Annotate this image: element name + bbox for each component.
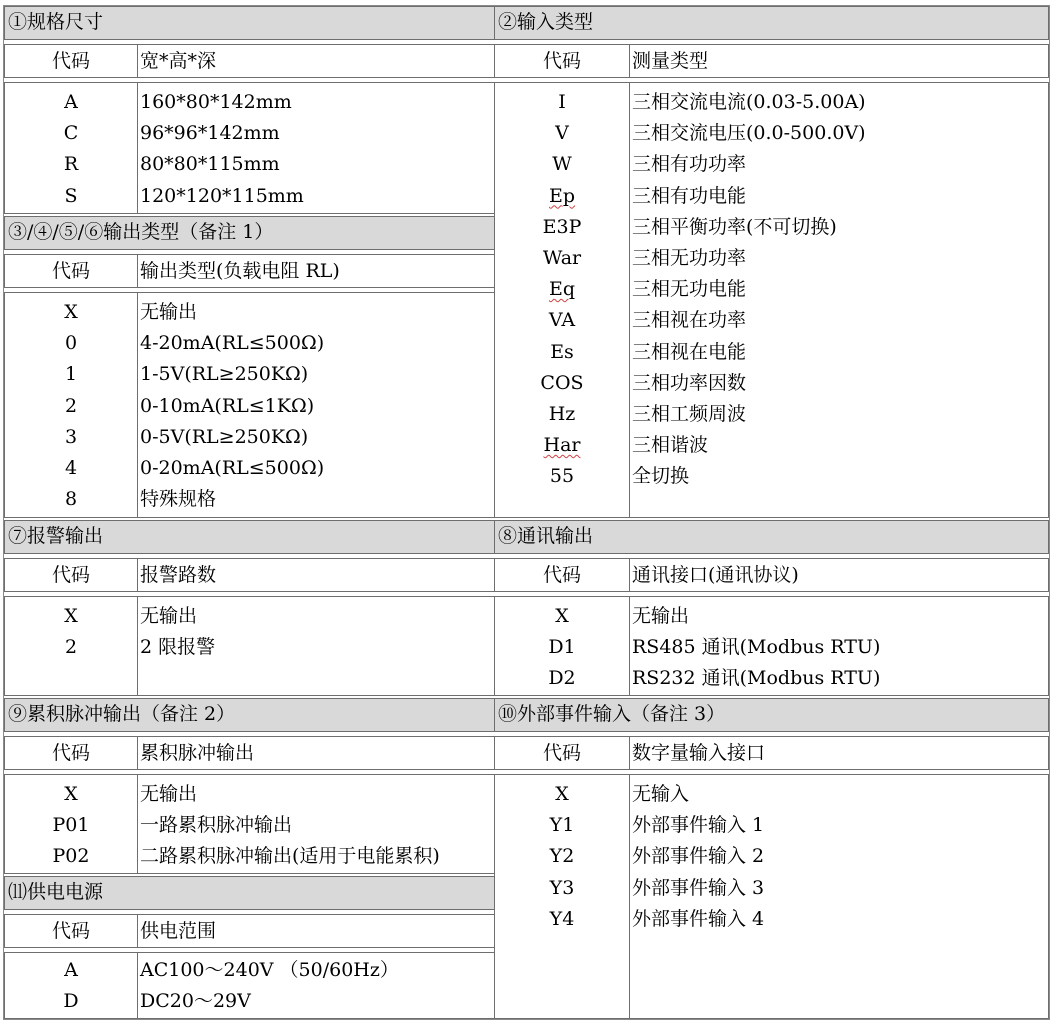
- table-row: [495, 212, 1048, 243]
- row-description: 120*120*115mm: [140, 184, 304, 207]
- row-code: I: [558, 91, 566, 113]
- row-description: AC100～240V （50/60Hz）: [140, 959, 399, 981]
- table-row: [495, 337, 1048, 368]
- section-body: [4, 292, 495, 518]
- row-code: S: [64, 184, 78, 207]
- row-description: 三相视在功率: [632, 309, 747, 332]
- code-header: 代码: [495, 559, 630, 591]
- table-row: [5, 779, 494, 810]
- row-description: 80*80*115mm: [140, 153, 280, 176]
- row-code: P01: [52, 814, 90, 837]
- row-description: 4-20mA(RL≤500Ω): [140, 332, 325, 355]
- table-row: [495, 87, 1048, 118]
- section-body: [4, 596, 495, 696]
- row-code: Y2: [549, 845, 575, 868]
- row-description: 无输入: [632, 783, 690, 805]
- table-row: [495, 243, 1048, 274]
- row-description: 2 限报警: [140, 636, 216, 659]
- section-title: ①规格尺寸: [4, 6, 495, 40]
- row-code: R: [63, 153, 79, 176]
- row-description: 外部事件输入 3: [632, 876, 765, 899]
- row-code: COS: [540, 371, 584, 394]
- desc-header: 输出类型(负载电阻 RL): [140, 260, 340, 282]
- row-description: 三相无功功率: [632, 247, 747, 269]
- row-code: 2: [64, 394, 78, 417]
- desc-header: 数字量输入接口: [632, 742, 766, 764]
- table-row: [495, 873, 1048, 904]
- desc-header: 累积脉冲输出: [140, 742, 255, 764]
- row-description: RS232 通讯(Modbus RTU): [632, 667, 881, 690]
- table-row: [495, 779, 1048, 810]
- row-code: A: [64, 91, 78, 113]
- row-code: Eq: [548, 278, 576, 301]
- table-row: [495, 118, 1048, 149]
- row-description: 三相有功电能: [632, 184, 747, 207]
- section-title: ⑾供电电源: [4, 876, 495, 910]
- row-description: 三相交流电压(0.0-500.0V): [632, 122, 866, 145]
- section-body: [4, 82, 495, 214]
- section-title: ③/④/⑤/⑥输出类型（备注 1）: [4, 216, 495, 250]
- row-description: 三相视在电能: [632, 340, 747, 363]
- row-description: 1-5V(RL≥250KΩ): [140, 363, 309, 386]
- table-row: [495, 305, 1048, 336]
- row-description: 无输出: [140, 605, 198, 627]
- row-description: 无输出: [632, 605, 690, 627]
- table-row: [5, 391, 494, 422]
- section-title: ⑧通讯输出: [494, 520, 1049, 554]
- row-description: 三相平衡功率(不可切换): [632, 215, 837, 238]
- code-header: 代码: [5, 737, 138, 769]
- column-header-row: [4, 736, 495, 770]
- desc-header: 测量类型: [632, 50, 709, 72]
- row-code: 3: [64, 425, 78, 448]
- section-body: [4, 952, 495, 1019]
- row-description: 0-10mA(RL≤1KΩ): [140, 394, 315, 417]
- row-description: 二路累积脉冲输出(适用于电能累积): [140, 845, 440, 868]
- table-row: [495, 632, 1048, 663]
- column-header-row: [4, 254, 495, 288]
- row-description: RS485 通讯(Modbus RTU): [632, 636, 881, 659]
- row-description: 三相工频周波: [632, 403, 747, 425]
- code-header: 代码: [5, 559, 138, 591]
- row-description: 特殊规格: [140, 488, 217, 511]
- section-title: ⑩外部事件输入（备注 3）: [494, 698, 1049, 732]
- row-description: 0-20mA(RL≤500Ω): [140, 457, 325, 479]
- row-description: DC20～29V: [140, 990, 251, 1013]
- row-description: 一路累积脉冲输出: [140, 814, 293, 837]
- section-body: [494, 82, 1049, 518]
- section-body: [4, 774, 495, 874]
- table-row: [5, 841, 494, 872]
- desc-header: 供电范围: [140, 920, 217, 942]
- section-title: ⑦报警输出: [4, 520, 495, 554]
- row-code: 0: [64, 332, 78, 355]
- row-code: Ep: [548, 184, 576, 207]
- row-code: E3P: [542, 215, 582, 238]
- row-code: A: [64, 959, 78, 981]
- row-code: 8: [64, 488, 78, 511]
- table-row: [5, 955, 494, 986]
- row-code: X: [64, 301, 78, 323]
- table-row: [5, 149, 494, 180]
- column-header-row: [494, 44, 1049, 78]
- column-header-row: [494, 558, 1049, 592]
- table-row: [495, 841, 1048, 872]
- row-code: Y4: [549, 907, 575, 930]
- row-code: Y3: [549, 876, 575, 899]
- row-description: 160*80*142mm: [140, 91, 292, 113]
- row-code: Hz: [548, 403, 576, 425]
- table-row: [495, 430, 1048, 461]
- row-code: X: [64, 605, 78, 627]
- row-code: 4: [64, 457, 78, 479]
- section-body: [494, 774, 1049, 1019]
- table-row: [5, 601, 494, 632]
- table-row: [495, 149, 1048, 180]
- desc-header: 宽*高*深: [140, 50, 217, 72]
- row-code: 2: [64, 636, 78, 659]
- row-code: P02: [52, 845, 90, 868]
- row-code: C: [63, 122, 79, 145]
- code-header: 代码: [5, 255, 138, 287]
- table-row: [5, 359, 494, 390]
- row-code: War: [542, 247, 582, 269]
- row-code: D1: [548, 636, 576, 659]
- row-code: 55: [549, 465, 575, 488]
- table-row: [5, 484, 494, 515]
- column-header-row: [4, 558, 495, 592]
- row-code: Har: [543, 434, 581, 457]
- row-description: 三相谐波: [632, 434, 709, 457]
- row-description: 三相无功电能: [632, 278, 747, 301]
- row-description: 96*96*142mm: [140, 122, 280, 145]
- model-selection-table: [3, 5, 1050, 1020]
- left-column: [4, 6, 495, 1021]
- table-row: [495, 810, 1048, 841]
- right-column: [494, 6, 1049, 1021]
- code-header: 代码: [495, 737, 630, 769]
- row-code: D2: [548, 667, 576, 690]
- table-row: [5, 118, 494, 149]
- column-header-row: [4, 914, 495, 948]
- section-title: ⑨累积脉冲输出（备注 2）: [4, 698, 495, 732]
- row-code: X: [64, 783, 78, 805]
- row-description: 外部事件输入 1: [632, 814, 765, 837]
- table-row: [495, 368, 1048, 399]
- row-description: 三相有功功率: [632, 153, 747, 176]
- row-code: X: [555, 783, 569, 805]
- row-description: 无输出: [140, 301, 198, 323]
- table-row: [5, 328, 494, 359]
- table-row: [5, 297, 494, 328]
- row-description: 全切换: [632, 465, 690, 488]
- row-description: 三相功率因数: [632, 371, 747, 394]
- table-row: [5, 986, 494, 1017]
- row-description: 三相交流电流(0.03-5.00A): [632, 91, 866, 113]
- table-row: [5, 422, 494, 453]
- code-header: 代码: [5, 45, 138, 77]
- row-code: V: [555, 122, 569, 145]
- table-row: [495, 399, 1048, 430]
- row-description: 外部事件输入 4: [632, 907, 765, 930]
- table-row: [5, 87, 494, 118]
- row-code: Es: [550, 340, 574, 363]
- table-row: [495, 904, 1048, 935]
- row-code: 1: [64, 363, 78, 386]
- row-code: X: [555, 605, 569, 627]
- table-row: [495, 274, 1048, 305]
- table-row: [5, 181, 494, 212]
- table-row: [5, 810, 494, 841]
- table-row: [495, 663, 1048, 694]
- code-header: 代码: [5, 915, 138, 947]
- desc-header: 报警路数: [140, 564, 217, 586]
- row-code: Y1: [549, 814, 575, 837]
- row-description: 0-5V(RL≥250KΩ): [140, 425, 309, 448]
- section-body: [494, 596, 1049, 696]
- row-description: 无输出: [140, 783, 198, 805]
- desc-header: 通讯接口(通讯协议): [632, 564, 799, 586]
- table-row: [495, 461, 1048, 492]
- column-header-row: [494, 736, 1049, 770]
- table-row: [5, 632, 494, 663]
- code-header: 代码: [495, 45, 630, 77]
- row-description: 外部事件输入 2: [632, 845, 765, 868]
- section-title: ②输入类型: [494, 6, 1049, 40]
- column-header-row: [4, 44, 495, 78]
- table-row: [495, 181, 1048, 212]
- table-row: [5, 453, 494, 484]
- row-code: D: [63, 990, 79, 1013]
- table-row: [495, 601, 1048, 632]
- row-code: W: [552, 153, 572, 176]
- row-code: VA: [548, 309, 576, 332]
